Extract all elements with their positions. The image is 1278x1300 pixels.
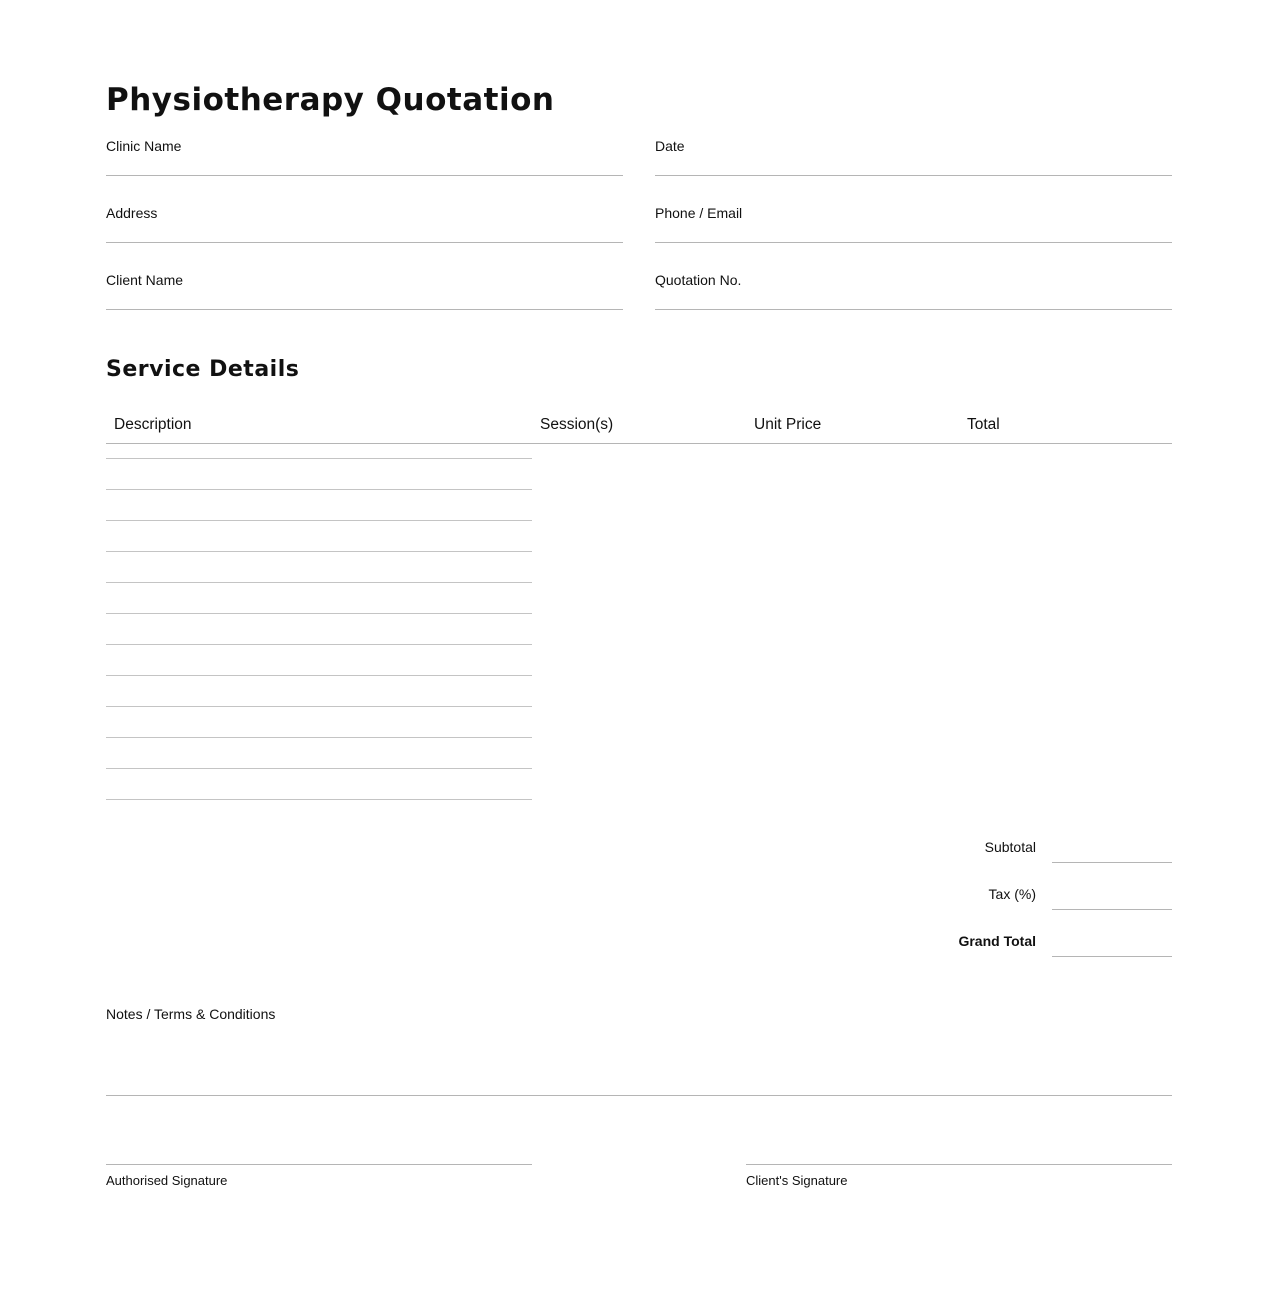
service-row-line[interactable]	[106, 520, 532, 521]
service-row-line[interactable]	[106, 644, 532, 645]
address-label: Address	[106, 205, 158, 221]
column-description: Description	[114, 416, 192, 433]
phone-email-label: Phone / Email	[655, 205, 743, 221]
service-row-line[interactable]	[106, 768, 532, 769]
client-name-label: Client Name	[106, 272, 184, 288]
date-field[interactable]	[655, 132, 1172, 176]
subtotal-label: Subtotal	[984, 839, 1036, 855]
document-title: Physiotherapy Quotation	[106, 82, 555, 118]
address-field[interactable]	[106, 199, 623, 243]
service-row-line[interactable]	[106, 737, 532, 738]
client-signature-label: Client's Signature	[746, 1173, 848, 1188]
service-row-line[interactable]	[106, 551, 532, 552]
grand-total-field[interactable]	[1052, 956, 1172, 957]
authorised-signature-label: Authorised Signature	[106, 1173, 228, 1188]
client-signature-line[interactable]	[746, 1164, 1172, 1188]
notes-field[interactable]	[106, 1095, 1172, 1096]
quotation-no-field[interactable]	[655, 266, 1172, 310]
subtotal-field[interactable]	[1052, 862, 1172, 863]
phone-email-field[interactable]	[655, 199, 1172, 243]
service-row-line[interactable]	[106, 675, 532, 676]
column-sessions: Session(s)	[540, 416, 614, 433]
service-details-title: Service Details	[106, 357, 300, 382]
service-row-line[interactable]	[106, 613, 532, 614]
clinic-name-label: Clinic Name	[106, 138, 182, 154]
service-row-line[interactable]	[106, 582, 532, 583]
service-row-line[interactable]	[106, 458, 532, 459]
column-total: Total	[967, 416, 1000, 433]
quotation-no-label: Quotation No.	[655, 272, 742, 288]
service-row-line[interactable]	[106, 706, 532, 707]
client-name-field[interactable]	[106, 266, 623, 310]
notes-label: Notes / Terms & Conditions	[106, 1006, 276, 1022]
service-row-line[interactable]	[106, 799, 532, 800]
service-row-line[interactable]	[106, 489, 532, 490]
grand-total-label: Grand Total	[958, 933, 1036, 949]
column-unit-price: Unit Price	[754, 416, 822, 433]
tax-label: Tax (%)	[988, 886, 1036, 902]
subtotal-row	[872, 833, 1172, 863]
date-label: Date	[655, 138, 685, 154]
quotation-document	[106, 0, 1172, 1300]
clinic-name-field[interactable]	[106, 132, 623, 176]
tax-row	[872, 880, 1172, 910]
tax-field[interactable]	[1052, 909, 1172, 910]
authorised-signature-line[interactable]	[106, 1164, 532, 1188]
service-table-header	[106, 404, 1172, 444]
grand-total-row	[872, 927, 1172, 957]
